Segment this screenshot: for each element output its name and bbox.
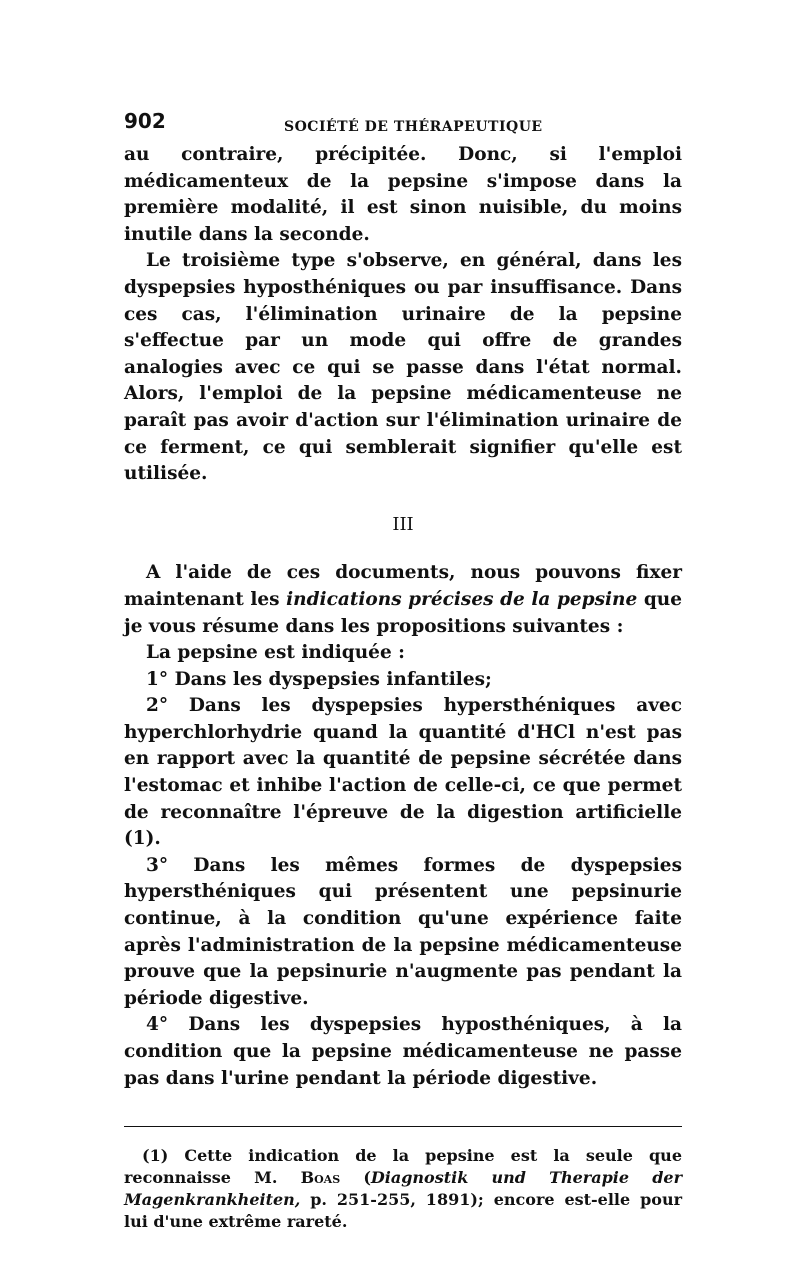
list-item-3: 3° Dans les mêmes formes de dyspepsies hypersthéniques qui présentent une pepsinurie continue, à la condition qu'une expérience faite après l'administration de la pepsine médicamenteuse prouve que la pepsinurie n'augmente pas pendant la période digestive.	[124, 854, 682, 1009]
indications-outro: que je vous résume dans les propositions suivantes :	[124, 588, 682, 637]
footnote-title: Diagnostik und Therapie der Magenkrankheiten,	[124, 1168, 683, 1210]
indications-emphasis: indications précises de la pepsine	[286, 588, 638, 610]
list-item-2: 2° Dans les dyspepsies hypersthéniques avec hyperchlorhydrie quand la quantité d'HCl n'est pas en rapport avec la quantité de pepsine sécrétée dans l'estomac et inhibe l'action de celle-ci, ce que permet de reconnaître l'épreuve de la digestion artificielle (1).	[124, 695, 682, 850]
footnote-suffix: p. 251-255, 1891); encore est-elle pour lui d'une extrême rareté.	[124, 1190, 682, 1232]
footnote-prefix: (1) Cette indication de la pepsine est la seule que reconnaisse M.	[124, 1146, 682, 1188]
journal-title: SOCIÉTÉ DE THÉRAPEUTIQUE	[284, 119, 543, 135]
paragraph-continuation: au contraire, précipitée. Donc, si l'emploi médicamenteux de la pepsine s'impose dans la première modalité, il est sinon nuisible, du moins inutile dans la seconde.	[124, 144, 682, 245]
list-item-1: 1° Dans les dyspepsies infantiles;	[146, 668, 492, 690]
paragraph-indications	[124, 560, 682, 640]
page	[124, 108, 682, 1233]
section-heading: III	[392, 513, 414, 535]
footnote-divider	[124, 1126, 682, 1127]
paragraph-indicated: La pepsine est indiquée :	[146, 642, 405, 664]
indications-intro: A l'aide de ces documents, nous pouvons fixer maintenant les	[124, 562, 682, 610]
footnote-open-paren: (	[340, 1168, 371, 1188]
list-item-4: 4° Dans les dyspepsies hyposthéniques, à la condition que la pepsine médicamenteuse ne passe pas dans l'urine pendant la période digestive.	[124, 1014, 682, 1089]
running-head	[124, 108, 682, 142]
paragraph-third-type: Le troisième type s'observe, en général, dans les dyspepsies hyposthéniques ou par insuffisance. Dans ces cas, l'élimination urinaire de la pepsine s'effectue par un mode qui offre de grandes analogies avec ce qui se passe dans l'état normal. Alors, l'emploi de la pepsine médicamenteuse ne paraît pas avoir d'action sur l'élimination urinaire de ce ferment, ce qui semblerait signifier qu'elle est utilisée.	[124, 250, 682, 485]
footnote	[124, 1145, 682, 1233]
footnote-author: Boas	[300, 1168, 341, 1188]
page-number: 902	[124, 109, 166, 133]
